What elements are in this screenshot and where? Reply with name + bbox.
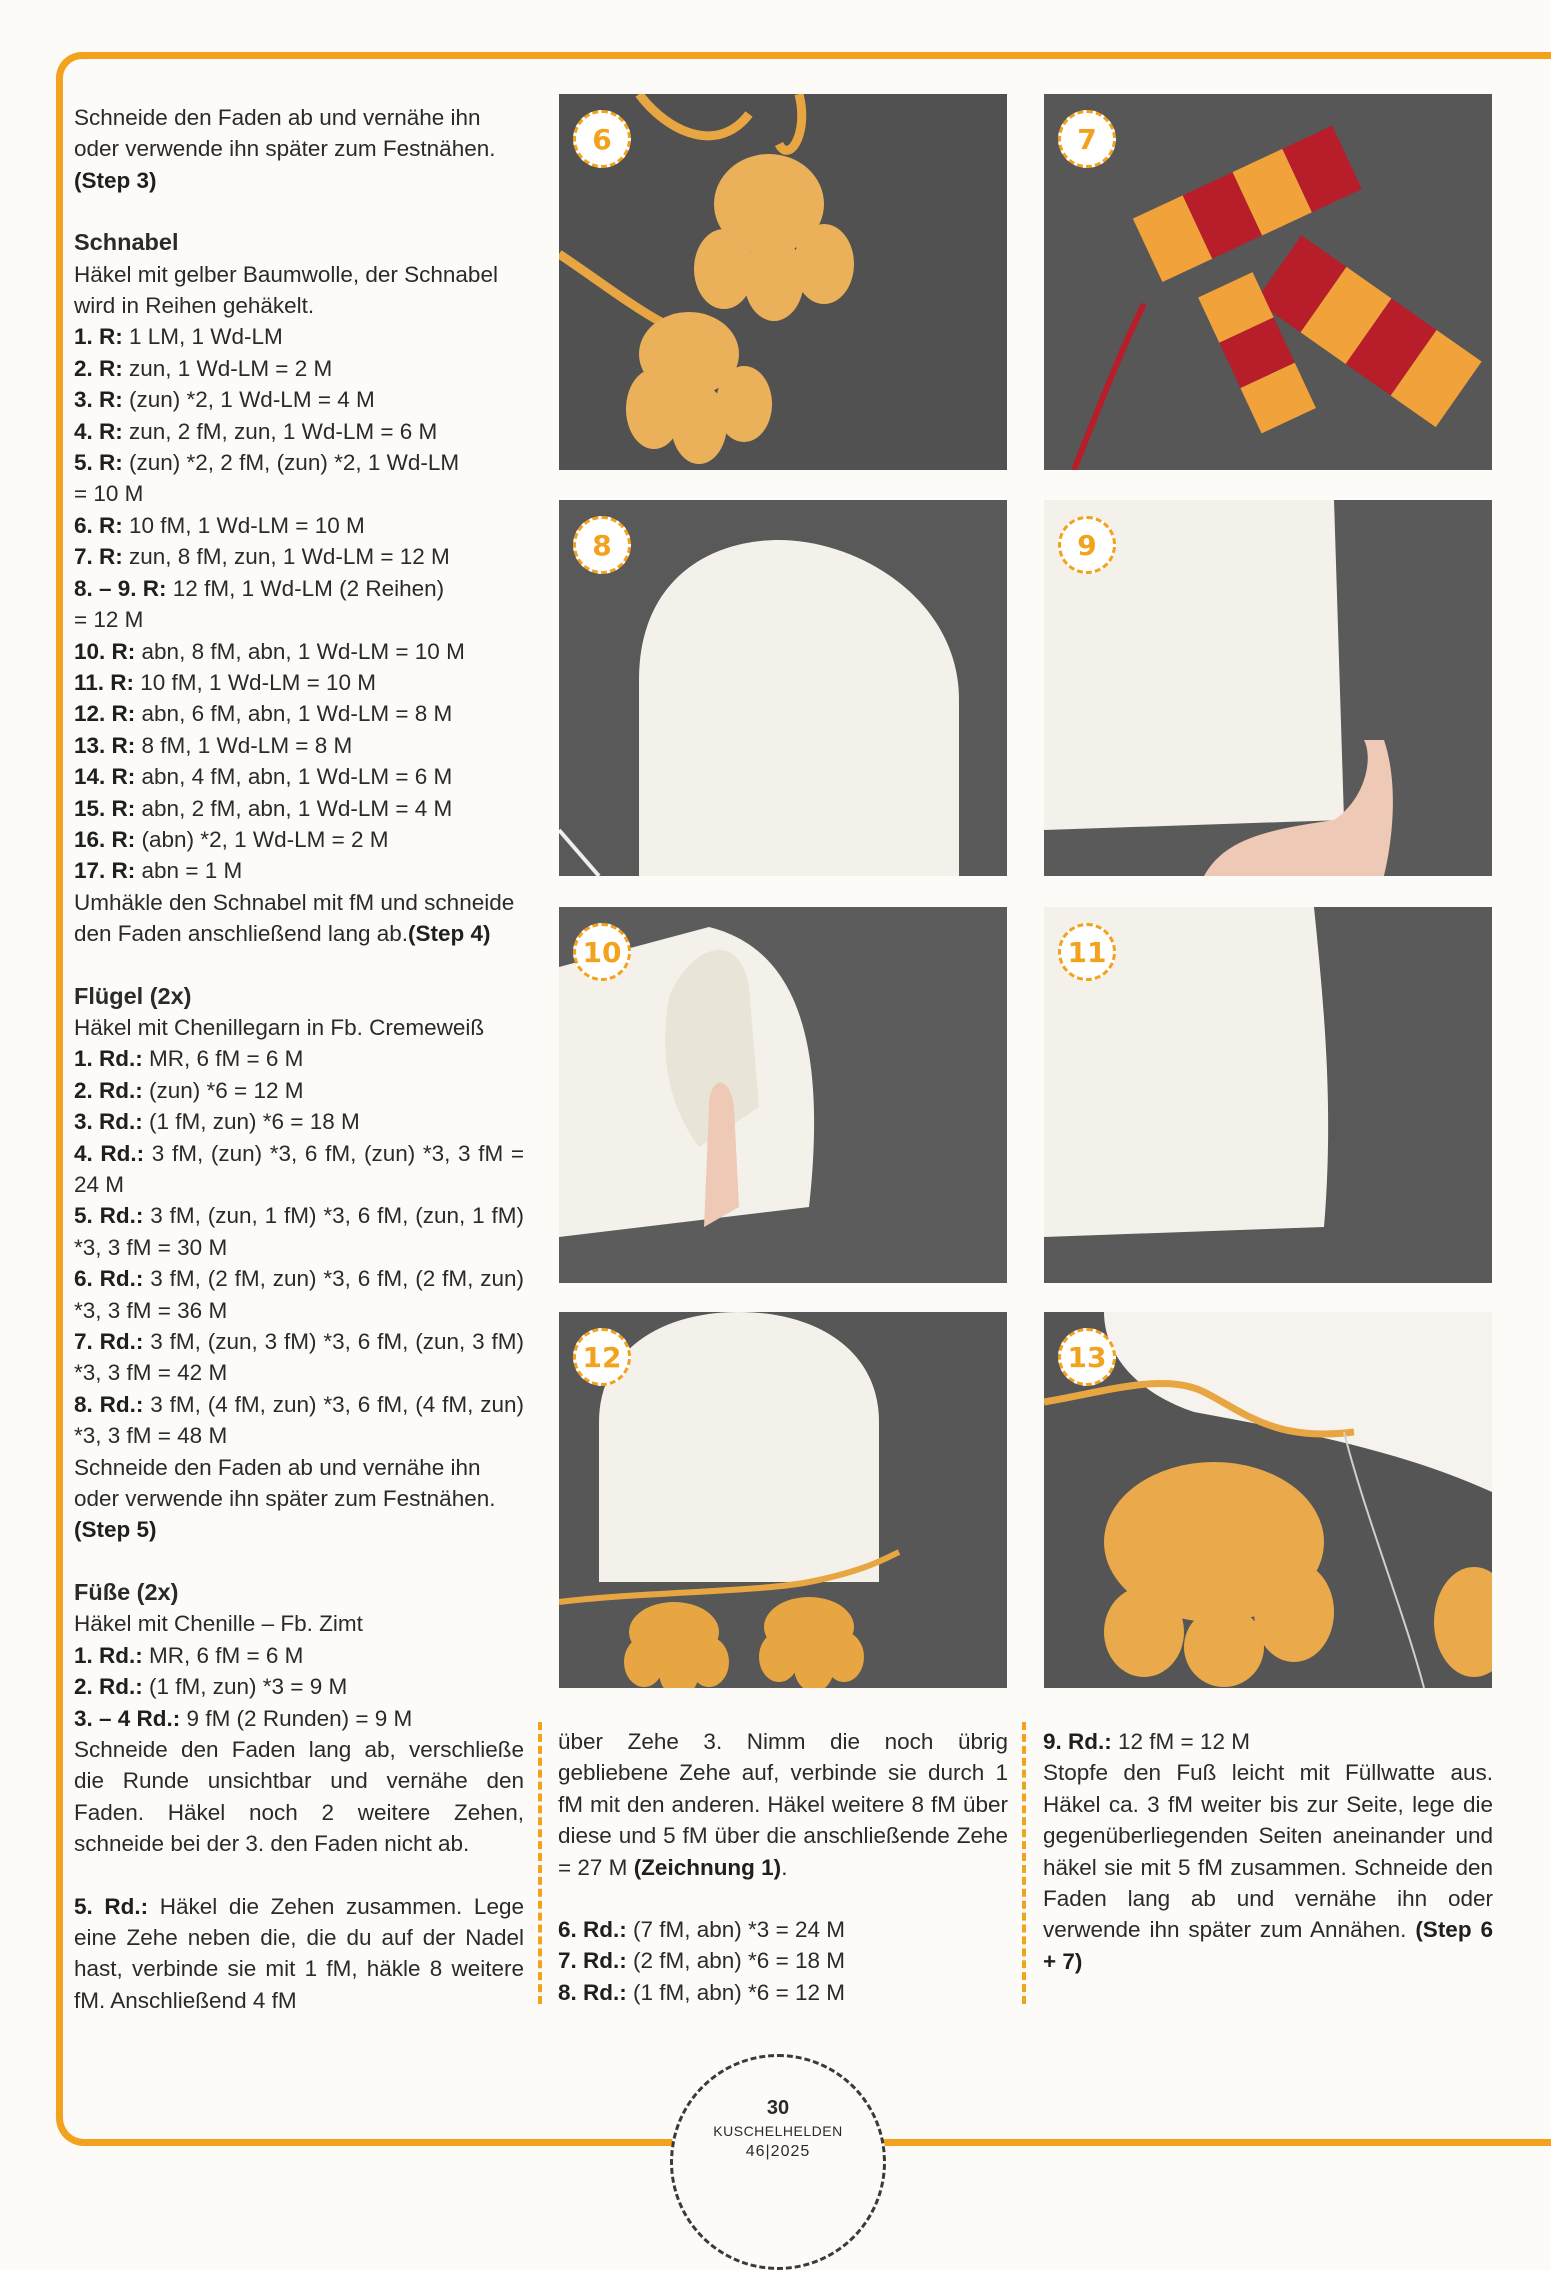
paragraph: Stopfe den Fuß leicht mit Füllwatte aus. Häkel ca. 3 fM weiter bis zur Seite, lege die gegenüberliegenden Seiten aneinander und häkel sie mit 5 fM zusammen. Schneide den Faden lang ab und vernähe ihn oder verwende ihn später zum Annähen. (Step 6 + 7) — [1043, 1760, 1493, 1974]
row-line: 14. R: abn, 4 fM, abn, 1 Wd-LM = 6 M — [74, 764, 453, 790]
photo-step-8 — [559, 500, 1007, 876]
step-badge: 8 — [573, 516, 631, 574]
paragraph: Schneide den Faden lang ab, verschließe die Runde unsichtbar und vernähe den Faden. Häkel noch 2 weitere Zehen, schneide bei der 3. den Faden nicht ab. — [74, 1736, 524, 1857]
col2-rows — [558, 1914, 1008, 2008]
text-line: Häkel mit Chenillegarn in Fb. Cremeweiß — [74, 1014, 485, 1040]
row-line: 3. – 4 Rd.: 9 fM (2 Runden) = 9 M — [74, 1705, 413, 1731]
paragraph: 5. Rd.: Häkel die Zehen zusammen. Lege eine Zehe neben die, die du auf der Nadel hast, verbinde sie mit 1 fM, häkle 8 weitere fM. Anschließend 4 fM — [74, 1893, 524, 2013]
step-badge: 7 — [1058, 110, 1116, 168]
step-badge: 10 — [573, 923, 631, 981]
row-line: 16. R: (abn) *2, 1 Wd-LM = 2 M — [74, 826, 389, 852]
column-separator — [538, 1722, 542, 2004]
page-number: 30 — [766, 2097, 790, 2119]
row-line: 5. Rd.: 3 fM, (zun, 1 fM) *3, 6 fM, (zun, 1 fM) *3, 3 fM = 30 M — [74, 1203, 524, 1260]
column-3 — [1043, 1726, 1493, 1977]
text-line: oder verwende ihn später zum Festnähen. — [74, 136, 496, 162]
row-line: 6. Rd.: 3 fM, (2 fM, zun) *3, 6 fM, (2 fM, zun) *3, 3 fM = 36 M — [74, 1266, 524, 1323]
page-number-badge — [670, 2054, 886, 2270]
row-line: 7. R: zun, 8 fM, zun, 1 Wd-LM = 12 M — [74, 544, 450, 570]
column-1 — [74, 102, 524, 2016]
drawing-ref: (Zeichnung 1) — [633, 1854, 782, 1880]
fuesse-rows — [74, 1640, 524, 1734]
row-line: 4. R: zun, 2 fM, zun, 1 Wd-LM = 6 M — [74, 418, 438, 444]
photo-step-9 — [1044, 500, 1492, 876]
schnabel-rows — [74, 321, 524, 886]
section-title-fuesse: Füße (2x) — [74, 1578, 179, 1605]
photo-step-10 — [559, 907, 1007, 1283]
photo-step-7 — [1044, 94, 1492, 470]
photo-step-6 — [559, 94, 1007, 470]
row-line: 2. R: zun, 1 Wd-LM = 2 M — [74, 355, 333, 381]
text-line: Häkel mit gelber Baumwolle, der Schnabel — [74, 261, 498, 287]
step-ref: (Step 6 + 7) — [1043, 1917, 1493, 1974]
step-ref: (Step 3) — [74, 167, 157, 193]
photo-step-13 — [1044, 1312, 1492, 1688]
row-line: 17. R: abn = 1 M — [74, 858, 243, 884]
row-line: 15. R: abn, 2 fM, abn, 1 Wd-LM = 4 M — [74, 795, 453, 821]
step-badge: 9 — [1058, 516, 1116, 574]
text-line: den Faden anschließend lang ab.(Step 4) — [74, 921, 491, 947]
step-badge: 6 — [573, 110, 631, 168]
step-badge: 11 — [1058, 923, 1116, 981]
paragraph: über Zehe 3. Nimm die noch übrig gebliebene Zehe auf, verbinde sie durch 1 fM mit den anderen. Häkel weitere 8 fM über diese und 5 fM über die anschließende Zehe = 27 M (Zeichnung 1). — [558, 1729, 1008, 1880]
text-line: Schneide den Faden ab und vernähe ihn — [74, 1454, 481, 1480]
row-line: 8. Rd.: (1 fM, abn) *6 = 12 M — [558, 1979, 845, 2005]
row-line: 1. Rd.: MR, 6 fM = 6 M — [74, 1642, 304, 1668]
row-line: = 10 M — [74, 481, 144, 507]
row-line: 4. Rd.: 3 fM, (zun) *3, 6 fM, (zun) *3, 3 fM = 24 M — [74, 1140, 524, 1197]
row-line: 12. R: abn, 6 fM, abn, 1 Wd-LM = 8 M — [74, 701, 453, 727]
row-line: 3. R: (zun) *2, 1 Wd-LM = 4 M — [74, 387, 375, 413]
column-2 — [558, 1726, 1008, 2008]
row-line: 6. R: 10 fM, 1 Wd-LM = 10 M — [74, 512, 365, 538]
text-line: oder verwende ihn später zum Festnähen. — [74, 1486, 496, 1512]
row-line: 6. Rd.: (7 fM, abn) *3 = 24 M — [558, 1917, 845, 1943]
photo-step-11 — [1044, 907, 1492, 1283]
text-line: Umhäkle den Schnabel mit fM und schneide — [74, 889, 515, 915]
text-line: Häkel mit Chenille – Fb. Zimt — [74, 1611, 363, 1637]
row-line: 10. R: abn, 8 fM, abn, 1 Wd-LM = 10 M — [74, 638, 465, 664]
fluegel-rows — [74, 1043, 524, 1451]
row-line: 8. Rd.: 3 fM, (4 fM, zun) *3, 6 fM, (4 fM, zun) *3, 3 fM = 48 M — [74, 1391, 524, 1449]
row-line: 2. Rd.: (zun) *6 = 12 M — [74, 1077, 304, 1103]
step-ref: (Step 5) — [74, 1517, 157, 1543]
row-line: = 12 M — [74, 607, 144, 633]
column-separator — [1022, 1722, 1026, 2004]
section-title-schnabel: Schnabel — [74, 229, 179, 256]
row-line: 13. R: 8 fM, 1 Wd-LM = 8 M — [74, 732, 353, 758]
row-line: 5. R: (zun) *2, 2 fM, (zun) *2, 1 Wd-LM — [74, 450, 460, 476]
row-line: 8. – 9. R: 12 fM, 1 Wd-LM (2 Reihen) — [74, 575, 445, 601]
row-line: 7. Rd.: (2 fM, abn) *6 = 18 M — [558, 1948, 845, 1974]
step-ref: (Step 4) — [408, 921, 491, 947]
photo-step-12 — [559, 1312, 1007, 1688]
row-line: 9. Rd.: 12 fM = 12 M — [1043, 1729, 1250, 1754]
issue-number: 46|2025 — [745, 2143, 811, 2160]
section-title-fluegel: Flügel (2x) — [74, 982, 192, 1009]
row-line: 11. R: 10 fM, 1 Wd-LM = 10 M — [74, 669, 376, 695]
row-line: 7. Rd.: 3 fM, (zun, 3 fM) *3, 6 fM, (zun, 3 fM) *3, 3 fM = 42 M — [74, 1329, 524, 1386]
text-line: Schneide den Faden ab und vernähe ihn — [74, 105, 481, 130]
magazine-name: KUSCHELHELDEN — [713, 2123, 843, 2139]
text-line: wird in Reihen gehäkelt. — [74, 293, 315, 319]
row-line: 2. Rd.: (1 fM, zun) *3 = 9 M — [74, 1674, 348, 1700]
row-line: 3. Rd.: (1 fM, zun) *6 = 18 M — [74, 1109, 360, 1135]
step-badge: 13 — [1058, 1328, 1116, 1386]
row-line: 1. Rd.: MR, 6 fM = 6 M — [74, 1046, 304, 1072]
step-badge: 12 — [573, 1328, 631, 1386]
row-line: 1. R: 1 LM, 1 Wd-LM — [74, 324, 283, 350]
